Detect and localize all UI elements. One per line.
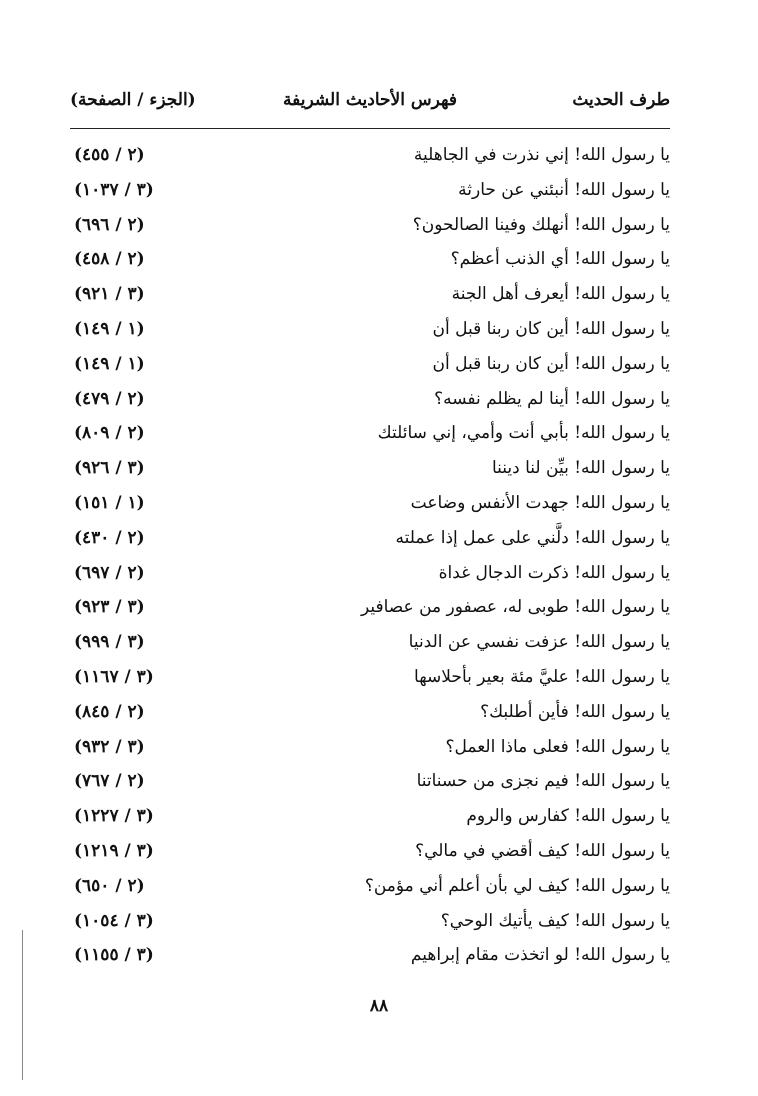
- index-entry: [70, 695, 670, 730]
- header-title: فهرس الأحاديث الشريفة: [283, 90, 457, 110]
- volume-page-reference: (٢ / ٤٣٠): [74, 527, 145, 548]
- index-entry: [70, 173, 670, 208]
- volume-page-reference: (٣ / ١٢١٩): [74, 840, 154, 861]
- volume-page-reference: (٣ / ٩٢٦): [74, 458, 145, 479]
- volume-page-reference: (٢ / ٨٠٩): [74, 423, 145, 444]
- page-header: [70, 90, 670, 120]
- hadith-text: يا رسول الله! عليَّ مئة بعير بأحلاسها: [414, 666, 670, 687]
- index-entry: [70, 660, 670, 695]
- volume-page-reference: (٢ / ٦٩٦): [74, 214, 145, 235]
- volume-page-reference: (٣ / ٩٢٣): [74, 597, 145, 618]
- hadith-text: يا رسول الله! كفارس والروم: [466, 806, 670, 827]
- index-entry: [70, 904, 670, 939]
- hadith-text: يا رسول الله! أنهلك وفينا الصالحون؟: [412, 214, 670, 235]
- hadith-text: يا رسول الله! فيم نجزى من حسناتنا: [416, 771, 670, 792]
- hadith-text: يا رسول الله! أين كان ربنا قبل أن: [432, 318, 670, 339]
- volume-page-reference: (٢ / ٤٥٥): [74, 145, 145, 165]
- hadith-index-list: [70, 138, 670, 973]
- hadith-text: يا رسول الله! طوبى له، عصفور من عصافير: [360, 597, 670, 618]
- volume-page-reference: (٣ / ١٠٣٧): [74, 179, 154, 200]
- volume-page-reference: (٣ / ١١٥٥): [74, 945, 154, 966]
- hadith-text: يا رسول الله! أنبئني عن حارثة: [458, 179, 670, 200]
- hadith-text: يا رسول الله! جهدت الأنفس وضاعت: [410, 492, 670, 513]
- index-entry: [70, 834, 670, 869]
- hadith-text: يا رسول الله! دلَّني على عمل إذا عملته: [395, 527, 670, 548]
- index-entry: [70, 347, 670, 382]
- hadith-text: يا رسول الله! أي الذنب أعظم؟: [450, 249, 670, 270]
- volume-page-reference: (١ / ١٥١): [74, 492, 145, 513]
- volume-page-reference: (٣ / ١١٦٧): [74, 666, 154, 687]
- hadith-text: يا رسول الله! إني نذرت في الجاهلية: [413, 145, 670, 165]
- volume-page-reference: (٣ / ١٢٢٧): [74, 806, 154, 827]
- volume-page-reference: (٣ / ١٠٥٤): [74, 910, 154, 931]
- hadith-text: يا رسول الله! أينا لم يظلم نفسه؟: [434, 388, 670, 409]
- index-entry: [70, 764, 670, 799]
- index-entry: [70, 382, 670, 417]
- volume-page-reference: (٢ / ٦٩٧): [74, 562, 145, 583]
- volume-page-reference: (٢ / ٤٧٩): [74, 388, 145, 409]
- hadith-text: يا رسول الله! عزفت نفسي عن الدنيا: [408, 632, 670, 653]
- hadith-text: يا رسول الله! كيف يأتيك الوحي؟: [440, 910, 670, 931]
- index-entry: [70, 138, 670, 173]
- hadith-text: يا رسول الله! فعلى ماذا العمل؟: [445, 736, 670, 757]
- hadith-text: يا رسول الله! كيف أقضي في مالي؟: [415, 840, 670, 861]
- index-entry: [70, 312, 670, 347]
- page-number: ٨٨: [369, 996, 389, 1016]
- index-entry: [70, 556, 670, 591]
- hadith-text: يا رسول الله! كيف لي بأن أعلم أني مؤمن؟: [364, 875, 670, 896]
- header-column-hadith: طرف الحديث: [572, 90, 670, 110]
- hadith-text: يا رسول الله! أيعرف أهل الجنة: [451, 284, 670, 305]
- index-entry: [70, 521, 670, 556]
- volume-page-reference: (١ / ١٤٩): [74, 353, 145, 374]
- index-entry: [70, 277, 670, 312]
- index-entry: [70, 730, 670, 765]
- index-entry: [70, 208, 670, 243]
- index-entry: [70, 242, 670, 277]
- index-entry: [70, 486, 670, 521]
- volume-page-reference: (٣ / ٩٣٢): [74, 736, 145, 757]
- hadith-text: يا رسول الله! بيِّن لنا ديننا: [491, 458, 670, 479]
- volume-page-reference: (١ / ١٤٩): [74, 318, 145, 339]
- header-column-volume-page: (الجزء / الصفحة): [70, 90, 196, 110]
- volume-page-reference: (٢ / ٤٥٨): [74, 249, 145, 270]
- volume-page-reference: (٢ / ٧٦٧): [74, 771, 145, 792]
- index-entry: [70, 625, 670, 660]
- hadith-text: يا رسول الله! لو اتخذت مقام إبراهيم: [410, 945, 670, 966]
- hadith-text: يا رسول الله! أين كان ربنا قبل أن: [432, 353, 670, 374]
- hadith-text: يا رسول الله! فأين أطلبك؟: [480, 701, 670, 722]
- header-divider: [70, 128, 670, 129]
- index-entry: [70, 869, 670, 904]
- volume-page-reference: (٣ / ٩٢١): [74, 284, 145, 305]
- index-entry: [70, 590, 670, 625]
- volume-page-reference: (٢ / ٦٥٠): [74, 875, 145, 896]
- hadith-text: يا رسول الله! ذكرت الدجال غداة: [438, 562, 670, 583]
- volume-page-reference: (٣ / ٩٩٩): [74, 632, 145, 653]
- index-entry: [70, 799, 670, 834]
- index-entry: [70, 416, 670, 451]
- hadith-text: يا رسول الله! بأبي أنت وأمي، إني سائلتك: [377, 423, 670, 444]
- index-entry: [70, 938, 670, 973]
- volume-page-reference: (٢ / ٨٤٥): [74, 701, 145, 722]
- index-entry: [70, 451, 670, 486]
